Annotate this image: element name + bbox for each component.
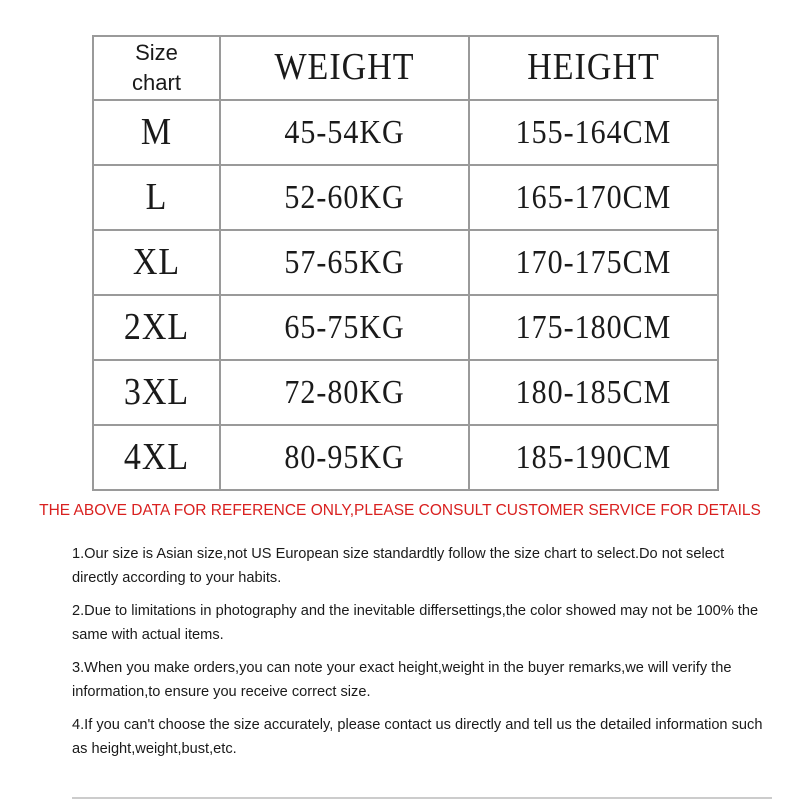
note-2: 2.Due to limitations in photography and the inevitable differsettings,the color showed may not be 100% the same with actual items. xyxy=(72,603,759,643)
size-value: 3XL xyxy=(123,371,190,413)
note-4: 4.If you can't choose the size accurately, please contact us directly and tell us the detailed information such as height,weight,bust,etc. xyxy=(72,717,763,757)
reference-notice: THE ABOVE DATA FOR REFERENCE ONLY,PLEASE CONSULT CUSTOMER SERVICE FOR DETAILS xyxy=(39,502,761,519)
height-cell xyxy=(469,360,718,425)
size-cell xyxy=(93,360,220,425)
size-cell xyxy=(93,230,220,295)
weight-cell xyxy=(220,100,469,165)
table-row xyxy=(93,230,718,295)
header-size-chart xyxy=(93,36,220,100)
height-cell xyxy=(469,165,718,230)
table-row xyxy=(93,425,718,490)
header-height xyxy=(469,36,718,100)
table-row xyxy=(93,360,718,425)
note-3: 3.When you make orders,you can note your exact height,weight in the buyer remarks,we will verify the information,to ensure you receive correct size. xyxy=(72,660,732,700)
height-cell xyxy=(469,295,718,360)
size-cell xyxy=(93,295,220,360)
size-cell xyxy=(93,100,220,165)
table-row xyxy=(93,295,718,360)
header-size-label: Size xyxy=(135,40,178,65)
header-weight-label: WEIGHT xyxy=(274,46,415,89)
weight-cell xyxy=(220,295,469,360)
size-notes xyxy=(72,542,772,770)
weight-value: 52-60KG xyxy=(284,178,405,216)
size-value: 4XL xyxy=(123,436,190,478)
size-chart-table xyxy=(92,35,719,491)
note-1: 1.Our size is Asian size,not US European size standardtly follow the size chart to select.Do not select directly according to your habits. xyxy=(72,546,725,586)
weight-value: 72-80KG xyxy=(284,373,405,411)
bottom-divider xyxy=(72,797,772,799)
weight-value: 65-75KG xyxy=(284,308,405,346)
height-value: 180-185CM xyxy=(515,373,672,411)
weight-value: 45-54KG xyxy=(284,113,405,151)
header-weight xyxy=(220,36,469,100)
size-cell xyxy=(93,165,220,230)
table-row xyxy=(93,100,718,165)
weight-cell xyxy=(220,425,469,490)
weight-cell xyxy=(220,165,469,230)
size-value: XL xyxy=(132,241,181,283)
height-value: 175-180CM xyxy=(515,308,672,346)
size-value: 2XL xyxy=(123,306,190,348)
weight-cell xyxy=(220,230,469,295)
table-row xyxy=(93,165,718,230)
height-cell xyxy=(469,230,718,295)
height-value: 185-190CM xyxy=(515,438,672,476)
header-chart-label: chart xyxy=(132,70,181,95)
size-value: L xyxy=(145,176,168,218)
size-value: M xyxy=(140,111,173,153)
height-cell xyxy=(469,425,718,490)
header-height-label: HEIGHT xyxy=(527,46,660,89)
table-header-row xyxy=(93,36,718,100)
height-value: 165-170CM xyxy=(515,178,672,216)
height-value: 155-164CM xyxy=(515,113,672,151)
weight-cell xyxy=(220,360,469,425)
height-cell xyxy=(469,100,718,165)
weight-value: 80-95KG xyxy=(284,438,405,476)
height-value: 170-175CM xyxy=(515,243,672,281)
weight-value: 57-65KG xyxy=(284,243,405,281)
size-cell xyxy=(93,425,220,490)
